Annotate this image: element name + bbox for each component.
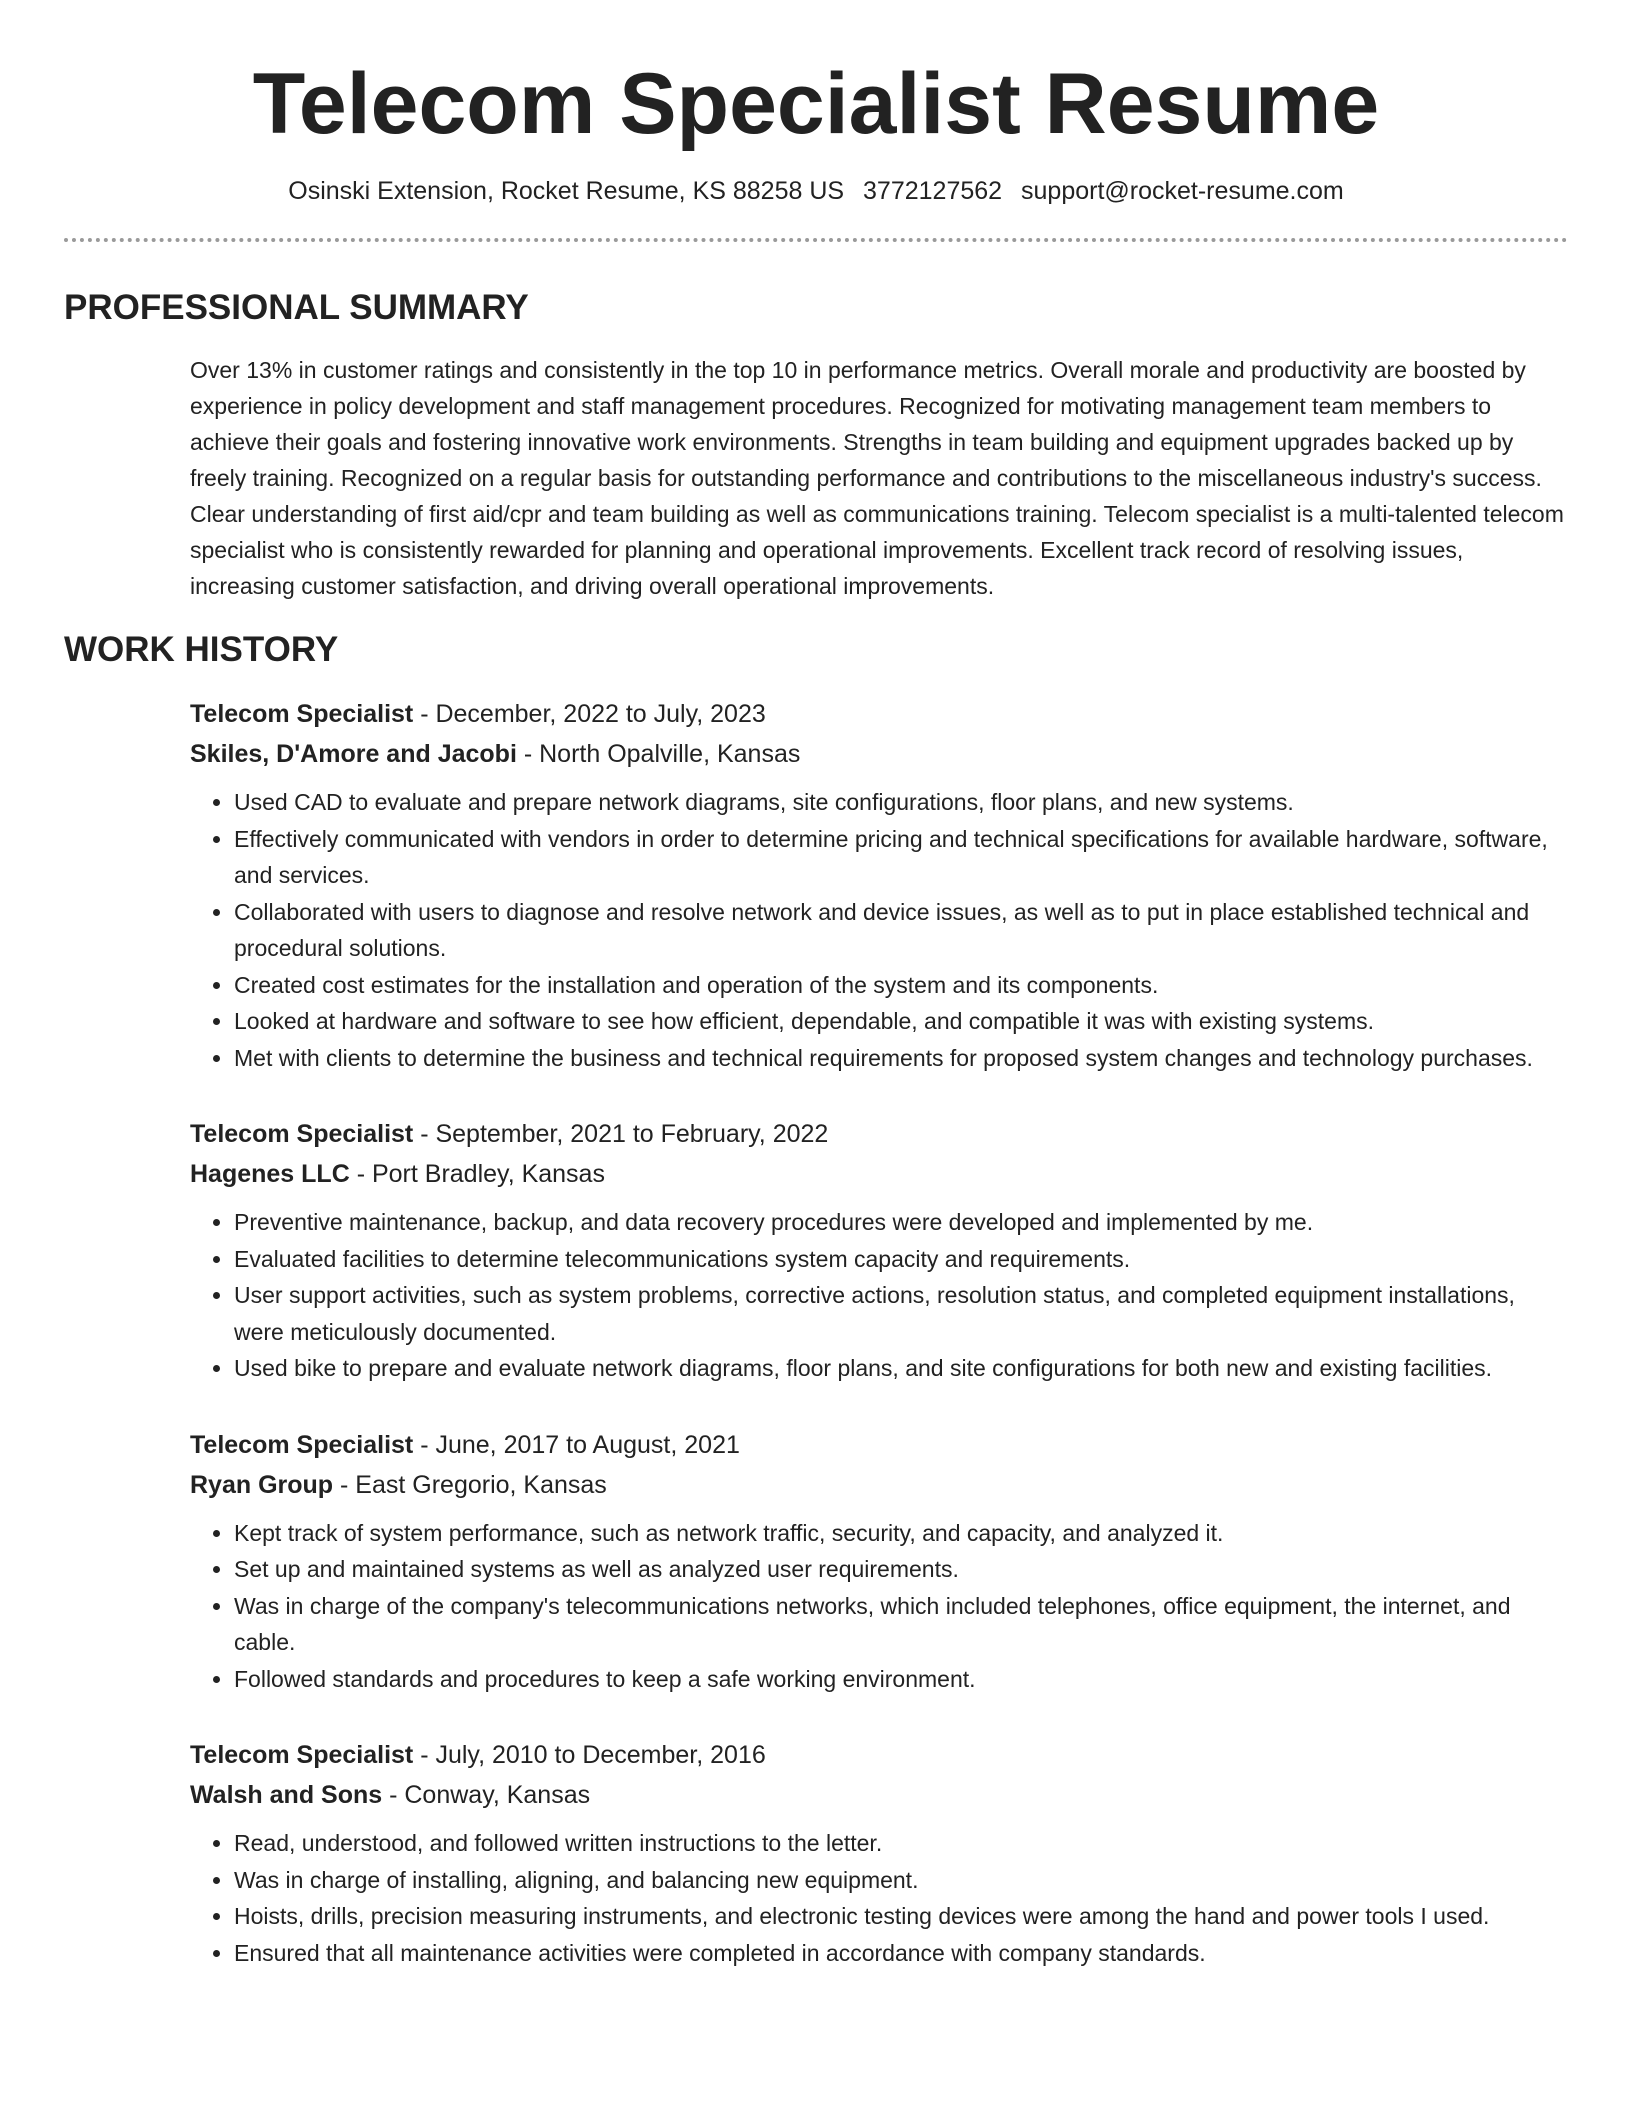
job-bullet: • Evaluated facilities to determine telecommunications system capacity and requirements. [234,1241,1568,1278]
job-title: Telecom Specialist [190,1741,414,1769]
job-dates: - December, 2022 to July, 2023 [413,700,766,728]
job-bullet: • Created cost estimates for the installation and operation of the system and its components. [234,967,1568,1004]
job-bullet: • Preventive maintenance, backup, and data recovery procedures were developed and implemented by me. [234,1204,1568,1241]
job-bullet: • User support activities, such as system problems, corrective actions, resolution status, and completed equipment installations, were meticulously documented. [234,1277,1568,1350]
job-bullet: • Followed standards and procedures to keep a safe working environment. [234,1661,1568,1698]
job-entry [190,1425,1568,1698]
contact-line [64,174,1568,208]
job-bullet: • Used CAD to evaluate and prepare network diagrams, site configurations, floor plans, and new systems. [234,784,1568,821]
job-title-line [190,1425,1568,1465]
summary-heading: PROFESSIONAL SUMMARY [64,288,529,327]
job-bullet: • Collaborated with users to diagnose and resolve network and device issues, as well as to put in place established technical and procedural solutions. [234,894,1568,967]
job-title-line [190,1735,1568,1775]
job-bullet: • Looked at hardware and software to see how efficient, dependable, and compatible it was with existing systems. [234,1003,1568,1040]
job-entry [190,1735,1568,1971]
job-bullet: • Read, understood, and followed written instructions to the letter. [234,1825,1568,1862]
job-bullet: • Effectively communicated with vendors in order to determine pricing and technical specifications for available hardware, software, and services. [234,821,1568,894]
job-entry [190,1114,1568,1387]
job-bullets [190,784,1568,1076]
job-company: Ryan Group [190,1470,334,1499]
job-location: - North Opalville, Kansas [516,740,801,768]
work-history-list [190,694,1568,1971]
job-company: Walsh and Sons [190,1781,383,1809]
job-location: - Port Bradley, Kansas [349,1160,605,1188]
contact-email: support@rocket-resume.com [1021,177,1344,205]
job-dates: - September, 2021 to February, 2022 [413,1120,829,1148]
job-dates: - June, 2017 to August, 2021 [413,1430,740,1459]
contact-phone: 3772127562 [863,177,1003,205]
job-bullet: • Was in charge of installing, aligning, and balancing new equipment. [234,1862,1568,1899]
job-bullet: • Kept track of system performance, such as network traffic, security, and capacity, and analyzed it. [234,1515,1568,1552]
job-entry [190,694,1568,1076]
job-bullet: • Ensured that all maintenance activities were completed in accordance with company standards. [234,1935,1568,1972]
work-history-heading: WORK HISTORY [64,630,339,669]
job-bullet: • Set up and maintained systems as well as analyzed user requirements. [234,1551,1568,1588]
job-title: Telecom Specialist [190,700,414,728]
contact-address: Osinski Extension, Rocket Resume, KS 88258 US [288,177,845,205]
job-company: Skiles, D'Amore and Jacobi [190,740,517,768]
job-bullet: • Used bike to prepare and evaluate network diagrams, floor plans, and site configurations for both new and existing facilities. [234,1350,1568,1387]
job-bullet: • Met with clients to determine the business and technical requirements for proposed system changes and technology purchases. [234,1040,1568,1077]
job-company: Hagenes LLC [190,1160,350,1188]
job-location: - Conway, Kansas [382,1781,591,1809]
job-title: Telecom Specialist [190,1120,414,1148]
header-divider [64,238,1568,242]
resume-page [64,0,1568,1971]
page-title: Telecom Specialist Resume [252,56,1380,152]
job-bullets [190,1515,1568,1698]
job-company-line [190,1465,1568,1505]
summary-text: Over 13% in customer ratings and consistently in the top 10 in performance metrics. Overall morale and productivity are boosted by experience in policy development and staff management procedures. Recognized for motivating management team members to achieve their goals and fostering innovative work environments. Strengths in team building and equipment upgrades backed up by freely training. Recognized on a regular basis for outstanding performance and contributions to the miscellaneous industry's success. Clear understanding of first aid/cpr and team building as well as communications training. Telecom specialist is a multi-talented telecom specialist who is consistently rewarded for planning and operational improvements. Excellent track record of resolving issues, increasing customer satisfaction, and driving overall operational improvements. [190,357,1564,599]
job-bullets [190,1204,1568,1387]
job-bullet: • Was in charge of the company's telecommunications networks, which included telephones, office equipment, the internet, and cable. [234,1588,1568,1661]
job-dates: - July, 2010 to December, 2016 [413,1741,766,1769]
job-company-line [190,1775,1568,1815]
job-company-line [190,734,1568,774]
job-bullets [190,1825,1568,1971]
job-title-line [190,1114,1568,1154]
job-title-line [190,694,1568,734]
job-bullet: • Hoists, drills, precision measuring instruments, and electronic testing devices were among the hand and power tools I used. [234,1898,1568,1935]
job-company-line [190,1154,1568,1194]
job-title: Telecom Specialist [190,1430,414,1459]
job-location: - East Gregorio, Kansas [333,1470,607,1499]
